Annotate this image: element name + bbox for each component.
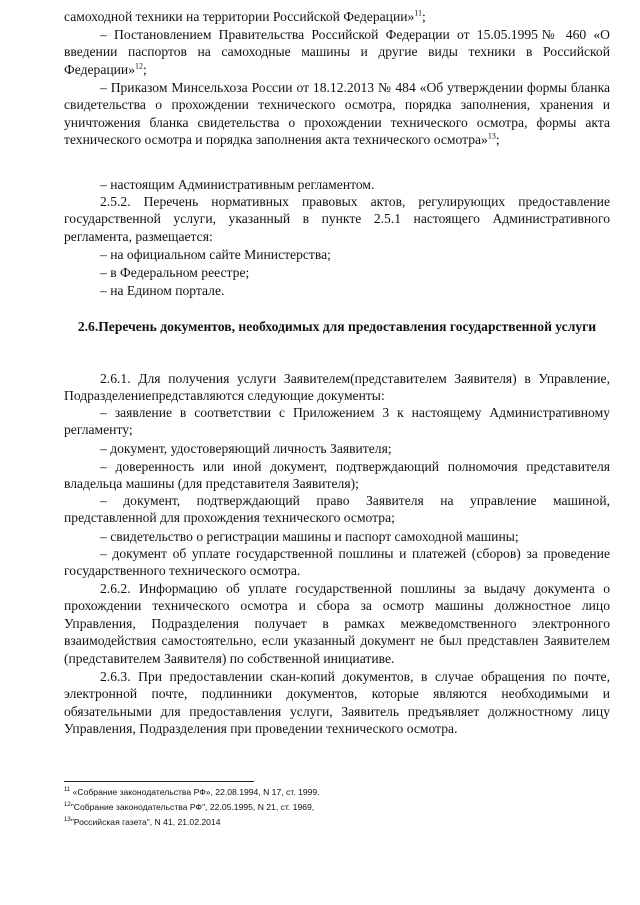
section-heading: 2.6.Перечень документов, необходимых для предоставления государственной услуги <box>77 319 597 334</box>
paragraph-order-484: – Приказом Минсельхоза России от 18.12.2013 № 484 «Об утверждении формы бланка свидетельства о прохождении технического осмотра, порядка заполнения, хранения и уничтожения бланка свидетельства о прохождении технического осмотра, формы акта технического осмотра и порядка заполнения акта технического осмотра»$^{13}$; <box>64 80 610 148</box>
footnote-11: $^{11}$ «Собрание законодательства РФ», 22.08.1994, N 17, ст. 1999. <box>64 787 320 797</box>
list-item-application: – заявление в соответствии с Приложением 3 к настоящему Административному регламенту; <box>64 405 610 438</box>
list-item-unified-portal: – на Едином портале. <box>100 283 225 298</box>
footnote-separator <box>64 781 254 782</box>
paragraph-2-6-2: 2.6.2. Информацию об уплате государственной пошлины за выдачу документа о прохождении технического осмотра и сбора за осмотр машины должностное лицо Управления, Подразделения получает в рамках межведомственного электронного взаимодействия самостоятельно, если указанный документ не был представлен Заявителем (представителем Заявителя) по собственной инициативе. <box>64 581 610 666</box>
paragraph-2-6-3: 2.6.3. При предоставлении скан-копий документов, в случае обращения по почте, электронной почте, подлинники документов, которые являются необходимыми и обязательными для предоставления услуги, Заявитель предъявляет должностному лицу Управления, Подразделения при проведении технического осмотра. <box>64 669 610 737</box>
list-item-power-of-attorney: – доверенность или иной документ, подтверждающий полномочия представителя владельца машины (для представителя Заявителя); <box>64 459 610 492</box>
paragraph-2-6-1: 2.6.1. Для получения услуги Заявителем(представителем Заявителя) в Управление, Подразделениепредставляются следующие документы: <box>64 371 610 404</box>
footnote-12: $^{12}$"Собрание законодательства РФ", 22.05.1995, N 21, ст. 1969, <box>64 802 315 812</box>
footnote-ref: 12 <box>135 61 143 71</box>
paragraph-continuation: самоходной техники на территории Российской Федерации»$^{11}$; <box>64 8 426 24</box>
footnote-13: $^{13}$"Российская газета", N 41, 21.02.2014 <box>64 817 221 827</box>
footnote-ref: 11 <box>414 8 422 18</box>
paragraph-2-5-2: 2.5.2. Перечень нормативных правовых актов, регулирующих предоставление государственной услуги, указанный в пункте 2.5.1 настоящего Административного регламента, размещается: <box>64 194 610 244</box>
list-item-identity-document: – документ, удостоверяющий личность Заявителя; <box>100 441 392 456</box>
list-item-registration-certificate: – свидетельство о регистрации машины и паспорт самоходной машины; <box>100 529 519 544</box>
list-item-ministry-site: – на официальном сайте Министерства; <box>100 247 331 262</box>
list-item-regulation: – настоящим Административным регламентом. <box>100 177 375 192</box>
paragraph-decree-460: – Постановлением Правительства Российской Федерации от 15.05.1995№ 460 «О введении паспортов на самоходные машины и другие виды техники в Российской Федерации»$^{12}$; <box>64 27 610 77</box>
list-item-federal-registry: – в Федеральном реестре; <box>100 265 250 280</box>
footnote-ref: 13 <box>487 131 496 141</box>
list-item-fee-payment: – документ об уплате государственной пошлины и платежей (сборов) за проведение государственного технического осмотра. <box>64 546 610 579</box>
list-item-driving-right: – документ, подтверждающий право Заявителя на управление машиной, представленной для прохождения технического осмотра; <box>64 493 610 526</box>
